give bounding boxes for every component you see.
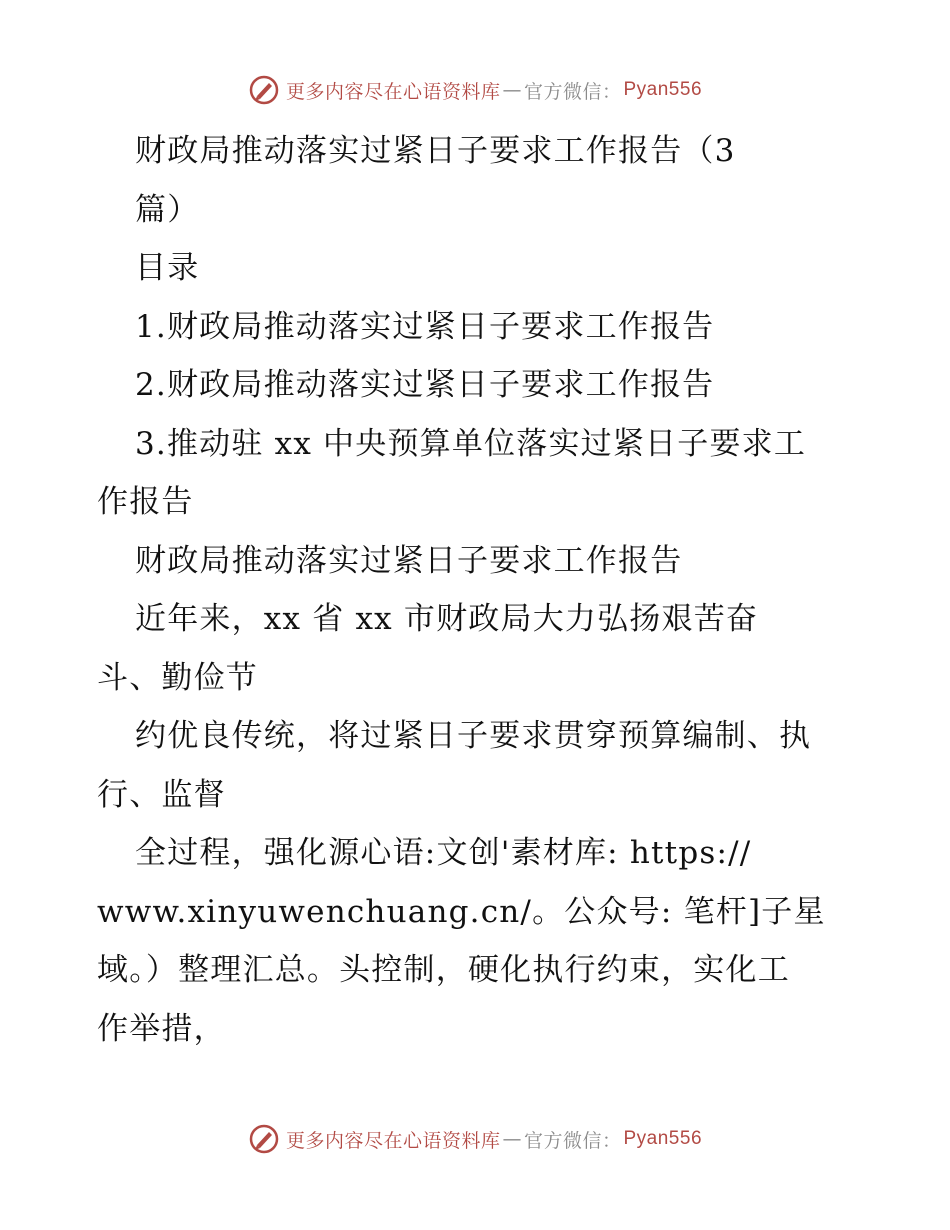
banner-wechat-id: Pyan556 (623, 79, 703, 100)
doc-title-line-1: 财政局推动落实过紧日子要求工作报告（3 (135, 133, 736, 169)
doc-title-line-2: 篇） (135, 191, 200, 228)
toc-heading: 目录 (135, 250, 200, 286)
paragraph-line: 斗、勤俭节 (97, 659, 258, 696)
paragraph-line: www.xinyuwenchuang.cn/。公众号: 笔杆]子星 (97, 893, 826, 930)
toc-item-3-cont: 作报告 (97, 484, 194, 520)
paragraph-line: 近年来，xx 省 xx 市财政局大力弘扬艰苦奋 (135, 601, 759, 637)
banner-wechat-label: 官方微信： (523, 80, 622, 103)
paragraph-line: 作举措， (97, 1010, 226, 1047)
banner-text: 更多内容尽在心语资料库 (285, 80, 501, 103)
paragraph-line: 行、监督 (97, 776, 226, 813)
banner-wechat-label: 官方微信： (523, 1129, 622, 1152)
banner-dash: — (502, 1128, 522, 1150)
section-title: 财政局推动落实过紧日子要求工作报告 (135, 542, 683, 579)
pen-logo-icon (248, 1123, 280, 1155)
banner-wechat-id: Pyan556 (623, 1128, 703, 1149)
header-watermark (0, 70, 950, 110)
pen-logo-icon (248, 74, 280, 106)
banner-text: 更多内容尽在心语资料库 (285, 1129, 501, 1152)
paragraph-line: 约优良传统，将过紧日子要求贯穿预算编制、执 (135, 718, 812, 754)
banner-dash: — (502, 79, 522, 101)
document-body (97, 122, 857, 1058)
toc-item-3: 3.推动驻 xx 中央预算单位落实过紧日子要求工 (135, 425, 807, 462)
footer-watermark (0, 1119, 950, 1159)
toc-item-1: 1.财政局推动落实过紧日子要求工作报告 (135, 308, 715, 345)
toc-item-2: 2.财政局推动落实过紧日子要求工作报告 (135, 367, 715, 403)
paragraph-line: 域。）整理汇总。头控制，硬化执行约束，实化工 (97, 952, 790, 988)
paragraph-line: 全过程，强化源心语:文创'素材库: https:// (135, 835, 752, 871)
